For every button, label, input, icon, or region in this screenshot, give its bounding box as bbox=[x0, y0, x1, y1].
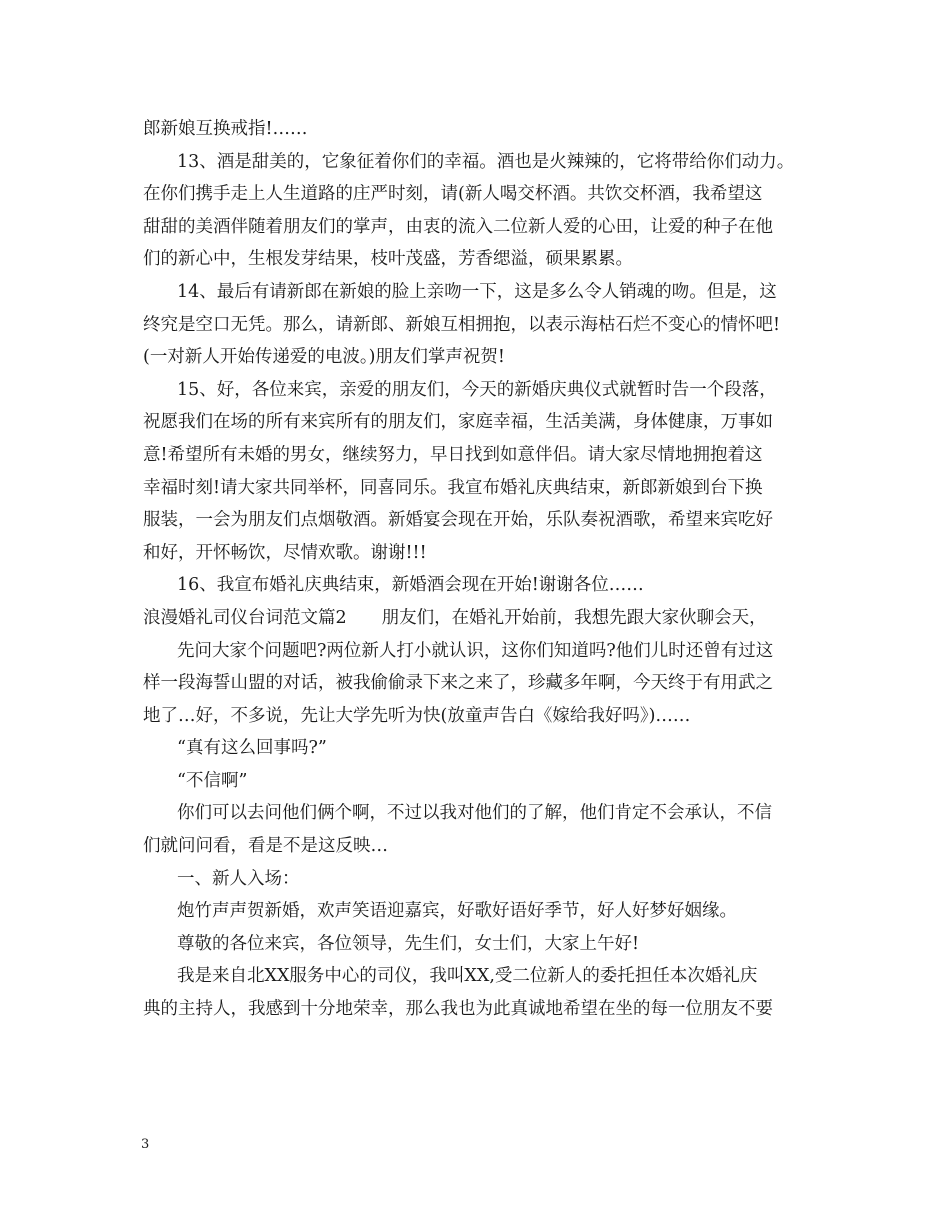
text-line: 样一段海誓山盟的对话，被我偷偷录下来之来了，珍藏多年啊，今天终于有用武之 bbox=[143, 673, 773, 694]
text-line: 们的新心中，生根发芽结果，枝叶茂盛，芳香缌溢，硕果累累。 bbox=[143, 249, 633, 270]
page-number: 3 bbox=[141, 1137, 150, 1152]
text-line: 地了…好，不多说，先让大学先听为快(放童声告白《嫁给我好吗》)…… bbox=[143, 705, 691, 726]
text-line: 终究是空口无凭。那么，请新郎、新娘互相拥抱，以表示海枯石烂不变心的情怀吧! bbox=[143, 314, 781, 335]
text-line: 郎新娘互换戒指!…… bbox=[143, 119, 308, 139]
text-line: 们就问问看，看是不是这反映… bbox=[143, 836, 388, 857]
text-line: 和好，开怀畅饮，尽情欢歌。谢谢!!! bbox=[143, 542, 427, 563]
text-line: 一、新人入场： bbox=[177, 868, 300, 889]
text-line: “真有这么回事吗?” bbox=[177, 738, 327, 759]
text-line: “不信啊” bbox=[177, 770, 248, 791]
text-line: 典的主持人，我感到十分地荣幸，那么我也为此真诚地希望在坐的每一位朋友不要 bbox=[143, 999, 773, 1020]
text-line: 幸福时刻!请大家共同举杯，同喜同乐。我宣布婚礼庆典结束，新郎新娘到台下换 bbox=[143, 477, 763, 498]
text-line: 在你们携手走上人生道路的庄严时刻，请(新人喝交杯酒。共饮交杯酒，我希望这 bbox=[143, 184, 763, 205]
text-line: 浪漫婚礼司仪台词范文篇2 朋友们，在婚礼开始前，我想先跟大家伙聊会天， bbox=[143, 607, 767, 628]
text-line: 先问大家个问题吧?两位新人打小就认识，这你们知道吗?他们儿时还曾有过这 bbox=[177, 640, 774, 661]
text-line: 16、我宣布婚礼庆典结束，新婚酒会现在开始!谢谢各位…… bbox=[177, 575, 644, 596]
text-line: 我是来自北XX服务中心的司仪，我叫XX,受二位新人的委托担任本次婚礼庆 bbox=[177, 966, 758, 987]
text-line: 祝愿我们在场的所有来宾所有的朋友们，家庭幸福，生活美满，身体健康，万事如 bbox=[143, 412, 773, 433]
text-line: 15、好，各位来宾，亲爱的朋友们，今天的新婚庆典仪式就暂时告一个段落， bbox=[177, 379, 777, 400]
text-line: 尊敬的各位来宾，各位领导，先生们，女士们，大家上午好! bbox=[177, 933, 640, 954]
text-line: 炮竹声声贺新婚，欢声笑语迎嘉宾，好歌好语好季节，好人好梦好姻缘。 bbox=[177, 901, 737, 922]
text-line: 13、酒是甜美的，它象征着你们的幸福。酒也是火辣辣的，它将带给你们动力。 bbox=[177, 151, 795, 172]
text-line: 你们可以去问他们俩个啊，不过以我对他们的了解，他们肯定不会承认，不信 bbox=[177, 803, 772, 824]
text-line: 意!希望所有未婚的男女，继续努力，早日找到如意伴侣。请大家尽情地拥抱着这 bbox=[143, 444, 763, 465]
text-line: (一对新人开始传递爱的电波。)朋友们掌声祝贺! bbox=[143, 347, 505, 368]
text-line: 服装，一会为朋友们点烟敬酒。新婚宴会现在开始，乐队奏祝酒歌，希望来宾吃好 bbox=[143, 510, 773, 531]
text-line: 14、最后有请新郎在新娘的脸上亲吻一下，这是多么令人销魂的吻。但是，这 bbox=[177, 281, 777, 302]
body-text bbox=[143, 113, 815, 1026]
text-line: 甜甜的美酒伴随着朋友们的掌声，由衷的流入二位新人爱的心田，让爱的种子在他 bbox=[143, 216, 773, 237]
